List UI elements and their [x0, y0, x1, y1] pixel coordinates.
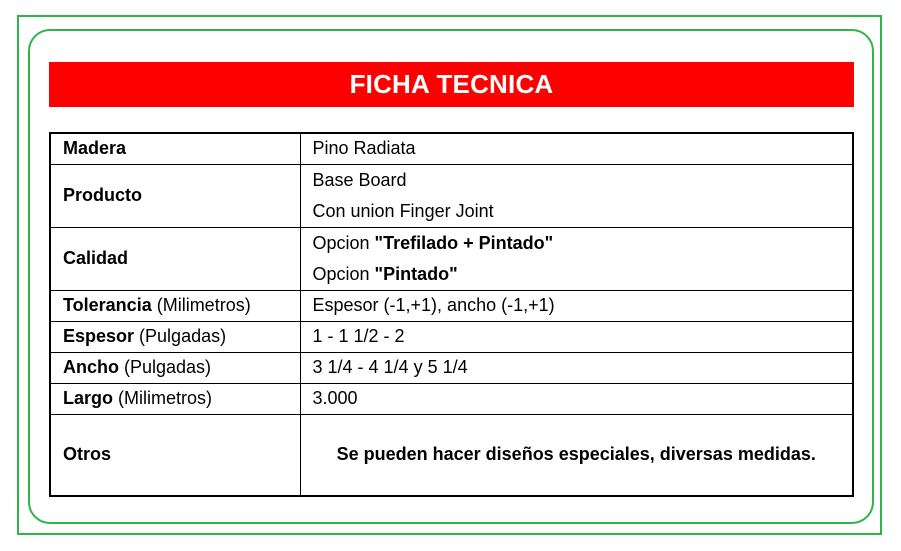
row-value: 3 1/4 - 4 1/4 y 5 1/4 — [312, 357, 468, 377]
row-value-cell — [300, 414, 853, 496]
row-value-cell — [300, 133, 853, 164]
row-label: Calidad — [63, 248, 129, 268]
row-label: Ancho — [63, 357, 119, 377]
row-label: Producto — [63, 185, 142, 205]
row-value: 3.000 — [312, 388, 358, 408]
option-prefix: Opcion — [312, 232, 375, 253]
row-unit: (Pulgadas) — [119, 357, 212, 377]
table-row-tolerancia — [50, 290, 853, 321]
table-row-otros — [50, 414, 853, 496]
row-label-cell — [50, 352, 300, 383]
table-row-ancho — [50, 352, 853, 383]
row-label-cell — [50, 227, 300, 290]
row-label-cell — [50, 164, 300, 227]
row-value-line — [313, 259, 841, 290]
row-label-cell — [50, 290, 300, 321]
table-row-producto — [50, 164, 853, 227]
row-value: Pino Radiata — [312, 138, 416, 159]
table-row-largo — [50, 383, 853, 414]
row-label-cell — [50, 414, 300, 496]
row-value-cell — [300, 227, 853, 290]
row-value-line: Con union Finger Joint — [312, 200, 494, 221]
option-prefix: Opcion — [312, 263, 375, 284]
row-label-cell — [50, 321, 300, 352]
row-unit: (Pulgadas) — [134, 326, 227, 346]
row-unit: (Milimetros) — [151, 295, 251, 315]
row-label: Madera — [63, 138, 127, 159]
row-value-line: Base Board — [312, 169, 407, 190]
row-value: Espesor (-1,+1), ancho (-1,+1) — [312, 295, 555, 315]
spec-table — [49, 132, 854, 497]
row-value-line — [313, 228, 841, 259]
row-value: Se pueden hacer diseños especiales, diversas medidas. — [336, 444, 816, 465]
option-name: "Pintado" — [374, 263, 458, 284]
row-value-cell — [300, 321, 853, 352]
table-row-calidad — [50, 227, 853, 290]
title-bar — [49, 62, 854, 107]
page-title: FICHA TECNICA — [349, 69, 554, 99]
row-value-cell — [300, 352, 853, 383]
row-value: 1 - 1 1/2 - 2 — [312, 326, 405, 346]
table-row-espesor — [50, 321, 853, 352]
option-name: "Trefilado + Pintado" — [374, 232, 554, 253]
row-label: Espesor — [63, 326, 135, 346]
row-label: Tolerancia — [63, 295, 152, 315]
row-value-cell — [300, 383, 853, 414]
row-value-cell — [300, 164, 853, 227]
row-label-cell — [50, 133, 300, 164]
row-label: Largo — [63, 388, 114, 408]
row-label: Otros — [63, 444, 112, 465]
row-label-cell — [50, 383, 300, 414]
row-value-cell — [300, 290, 853, 321]
row-unit: (Milimetros) — [113, 388, 213, 408]
table-row-madera — [50, 133, 853, 164]
